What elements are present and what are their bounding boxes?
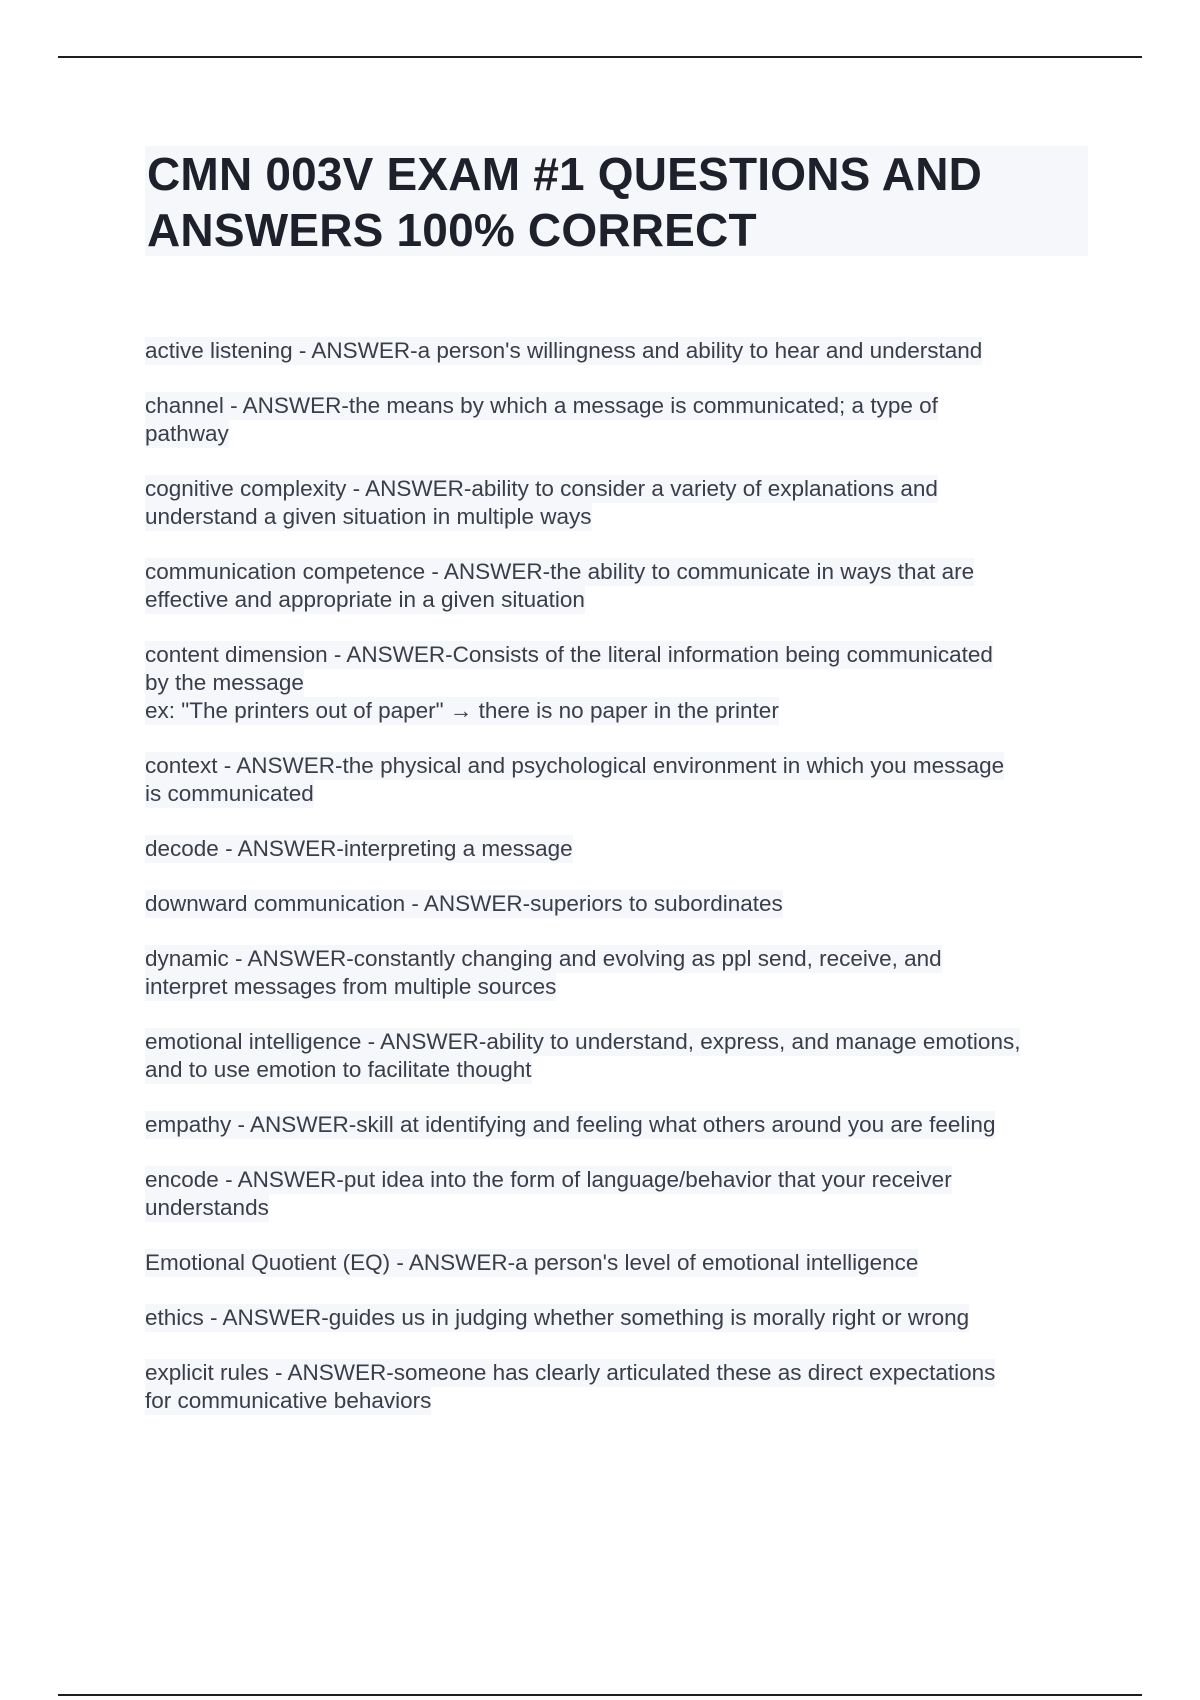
qa-entry-line: is communicated xyxy=(145,781,314,806)
qa-entry-line: emotional intelligence - ANSWER-ability to understand, express, and manage emotions, xyxy=(145,1029,1021,1054)
qa-entry-line: encode - ANSWER-put idea into the form of language/behavior that your receiver xyxy=(145,1167,952,1192)
qa-entry-line: for communicative behaviors xyxy=(145,1388,432,1413)
qa-entry xyxy=(145,945,1090,1001)
qa-entry-line: pathway xyxy=(145,421,229,446)
qa-entry-line: ethics - ANSWER-guides us in judging whether something is morally right or wrong xyxy=(145,1305,970,1330)
title-block xyxy=(145,146,1088,256)
qa-entry-line: explicit rules - ANSWER-someone has clearly articulated these as direct expectations xyxy=(145,1360,996,1385)
qa-entry xyxy=(145,641,1090,725)
qa-entry-line: communication competence - ANSWER-the ability to communicate in ways that are xyxy=(145,559,975,584)
qa-list xyxy=(145,337,1090,1442)
qa-entry xyxy=(145,392,1090,448)
qa-entry xyxy=(145,337,1090,365)
qa-entry-line: interpret messages from multiple sources xyxy=(145,974,557,999)
qa-entry xyxy=(145,475,1090,531)
qa-entry xyxy=(145,1111,1090,1139)
qa-entry-line: active listening - ANSWER-a person's willingness and ability to hear and understand xyxy=(145,338,983,363)
qa-entry-line: ex: "The printers out of paper" → there is no paper in the printer xyxy=(145,698,779,723)
qa-entry xyxy=(145,1166,1090,1222)
qa-entry xyxy=(145,1304,1090,1332)
qa-entry-line: content dimension - ANSWER-Consists of the literal information being communicated xyxy=(145,642,993,667)
qa-entry xyxy=(145,752,1090,808)
title-line-2: ANSWERS 100% CORRECT xyxy=(147,204,757,256)
qa-entry xyxy=(145,835,1090,863)
qa-entry-line: context - ANSWER-the physical and psychological environment in which you message xyxy=(145,753,1005,778)
title-line-1: CMN 003V EXAM #1 QUESTIONS AND xyxy=(147,148,983,200)
qa-entry-line: cognitive complexity - ANSWER-ability to consider a variety of explanations and xyxy=(145,476,938,501)
page-title xyxy=(145,146,1088,258)
top-divider xyxy=(58,56,1142,58)
qa-entry-line: downward communication - ANSWER-superiors to subordinates xyxy=(145,891,783,916)
qa-entry-line: Emotional Quotient (EQ) - ANSWER-a person's level of emotional intelligence xyxy=(145,1250,919,1275)
qa-entry-line: empathy - ANSWER-skill at identifying and feeling what others around you are feeling xyxy=(145,1112,996,1137)
qa-entry-line: understand a given situation in multiple ways xyxy=(145,504,592,529)
qa-entry xyxy=(145,1028,1090,1084)
qa-entry xyxy=(145,1249,1090,1277)
qa-entry-line: effective and appropriate in a given situation xyxy=(145,587,585,612)
qa-entry-line: understands xyxy=(145,1195,269,1220)
qa-entry xyxy=(145,558,1090,614)
qa-entry-line: and to use emotion to facilitate thought xyxy=(145,1057,532,1082)
bottom-divider xyxy=(58,1694,1142,1696)
qa-entry-line: dynamic - ANSWER-constantly changing and evolving as ppl send, receive, and xyxy=(145,946,942,971)
qa-entry-line: channel - ANSWER-the means by which a message is communicated; a type of xyxy=(145,393,938,418)
qa-entry-line: by the message xyxy=(145,670,304,695)
qa-entry xyxy=(145,1359,1090,1415)
qa-entry-line: decode - ANSWER-interpreting a message xyxy=(145,836,573,861)
qa-entry xyxy=(145,890,1090,918)
